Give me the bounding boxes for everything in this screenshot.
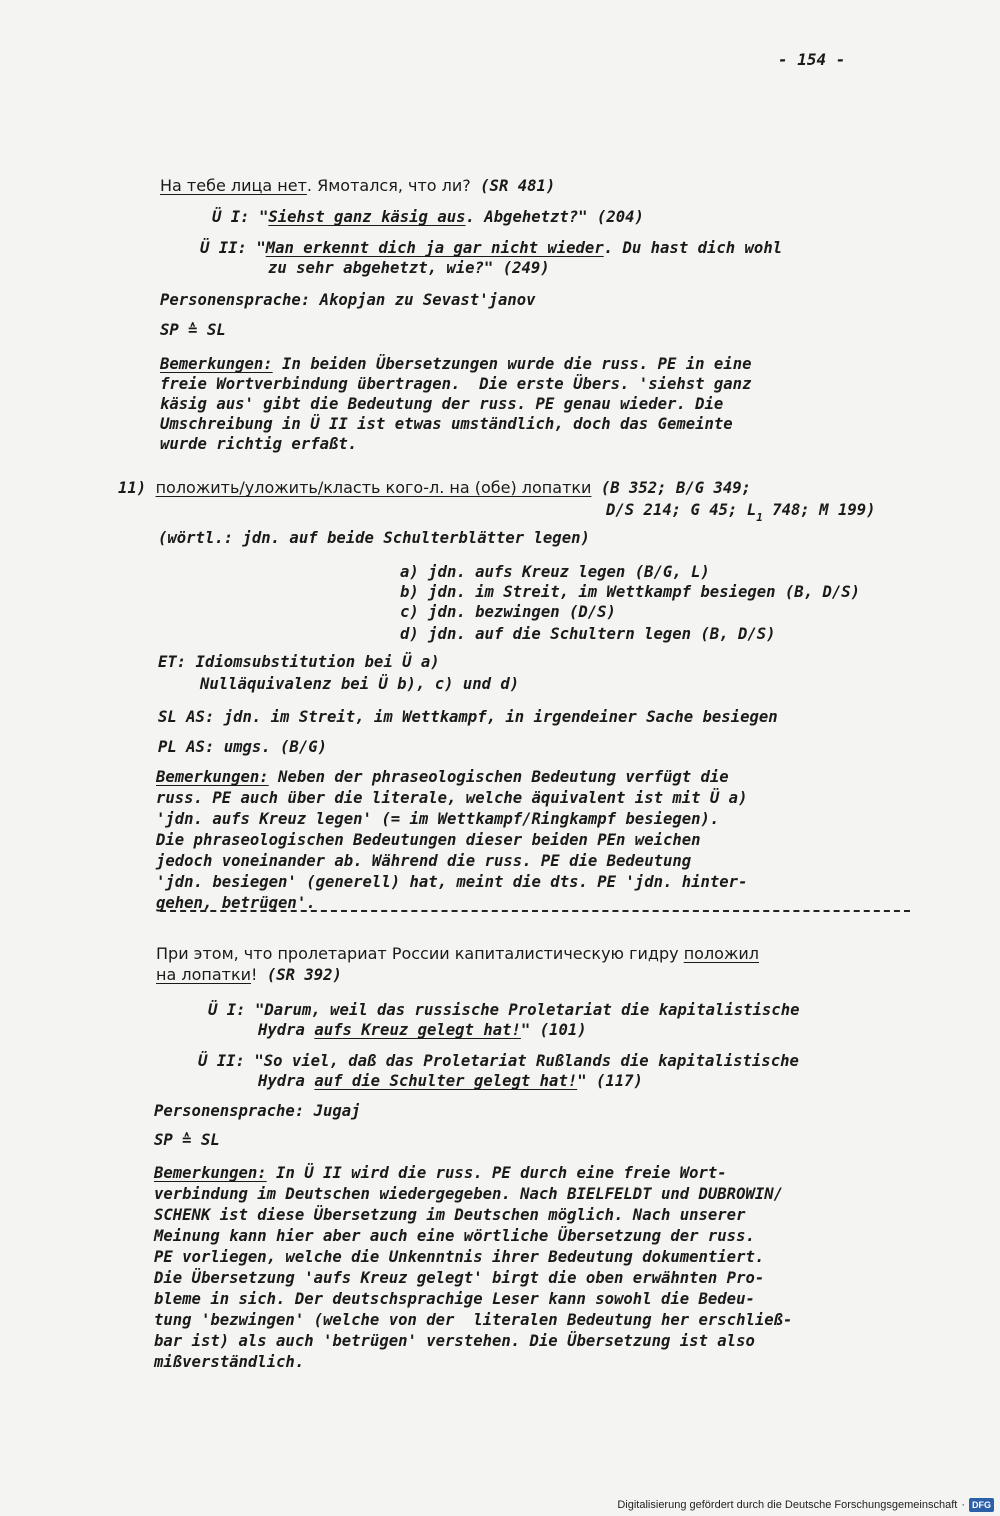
remarks-1-line: Umschreibung in Ü II ist etwas umständlich, doch das Gemeinte — [160, 415, 733, 433]
translation-label: Ü II: — [198, 1052, 255, 1070]
et-line1: ET: Idiomsubstitution bei Ü a) — [158, 653, 440, 671]
sp-sl-1: SP ≙ SL — [160, 321, 226, 339]
translation-1 — [212, 207, 644, 227]
translation-phrase: Man erkennt dich ja gar nicht wieder — [265, 239, 604, 257]
remarks-2-line1 — [156, 767, 729, 787]
russian-sentence: При этом, что пролетариат России капиталистическую гидру — [156, 944, 684, 963]
remarks-2-line: 'jdn. besiegen' (generell) hat, meint die dts. PE 'jdn. hinter- — [156, 873, 748, 891]
translation-phrase: aufs Kreuz gelegt hat! — [314, 1021, 521, 1039]
remarks-label: Bemerkungen: — [156, 768, 269, 786]
entry-refs: (B 352; B/G 349; — [591, 479, 752, 497]
translation-label: Ü I: — [208, 1001, 255, 1019]
sl-as: SL AS: jdn. im Streit, im Wettkampf, in irgendeiner Sache besiegen — [158, 708, 778, 726]
russian-phrase: на лопатки — [156, 965, 252, 984]
refs-subscript: 1 — [756, 511, 763, 524]
translation-phrase: Siehst ganz käsig aus — [268, 208, 466, 226]
remarks-label: Bemerkungen: — [160, 355, 273, 373]
translation-1b — [208, 1000, 799, 1020]
pl-as: PL AS: umgs. (B/G) — [158, 738, 327, 756]
translation-text: " (117) — [577, 1072, 643, 1090]
remarks-1-line: freie Wortverbindung übertragen. Die erste Übers. 'siehst ganz — [160, 375, 752, 393]
remarks-2-line: jedoch voneinander ab. Während die russ. PE die Bedeutung — [156, 852, 692, 870]
remarks-text: In Ü II wird die russ. PE durch eine freie Wort- — [266, 1164, 727, 1182]
source-ref: (SR 481) — [470, 177, 556, 195]
remarks-label: Bemerkungen: — [154, 1164, 267, 1182]
digitization-footer — [617, 1498, 994, 1512]
entry-11-heading — [118, 478, 751, 498]
entry-number: 11) — [118, 479, 156, 497]
translation-label: Ü II: — [200, 239, 257, 257]
quote-mark: " — [258, 208, 269, 226]
remarks-2-line: Die phraseologischen Bedeutungen dieser beiden PEn weichen — [156, 831, 701, 849]
russian-sentence-rest: . Ямотался, что ли? — [306, 176, 471, 195]
quote-mark: " — [256, 239, 266, 257]
russian-example-2-line2 — [156, 965, 342, 985]
translation-rest: . Du hast dich wohl — [603, 239, 783, 257]
translation-2 — [200, 238, 782, 258]
remarks-3-line: tung 'bezwingen' (welche von der literalen Bedeutung her erschließ- — [154, 1311, 793, 1329]
remarks-3-line: bar ist) als auch 'betrügen' verstehen. Die Übersetzung ist also — [154, 1332, 755, 1350]
translation-text: Hydra — [258, 1021, 315, 1039]
russian-example-1 — [160, 176, 555, 196]
translation-text: "So viel, daß das Proletariat Rußlands die kapitalistische — [254, 1052, 799, 1070]
remarks-3-line: mißverständlich. — [154, 1353, 305, 1371]
remarks-2-line: russ. PE auch über die literale, welche äquivalent ist mit Ü a) — [156, 789, 748, 807]
translation-2b — [198, 1051, 799, 1071]
remarks-3-line: bleme in sich. Der deutschsprachige Leser kann sowohl die Bedeu- — [154, 1290, 755, 1308]
source-ref: (SR 392) — [257, 966, 342, 984]
dfg-logo: DFG — [969, 1498, 994, 1512]
remarks-2-line: gehen, betrügen'. — [156, 894, 316, 912]
remarks-2-line: 'jdn. aufs Kreuz legen' (= im Wettkampf/Ringkampf besiegen). — [156, 810, 720, 828]
entry-11-refs-line2 — [606, 500, 876, 522]
remarks-1-line: wurde richtig erfaßt. — [160, 435, 358, 453]
remarks-3-line: Meinung kann hier aber auch eine wörtliche Übersetzung der russ. — [154, 1227, 755, 1245]
translation-1b-line2 — [258, 1020, 587, 1040]
remarks-1-line1 — [160, 354, 751, 374]
remarks-3-line1 — [154, 1163, 727, 1183]
translation-text: " (101) — [520, 1021, 587, 1039]
remarks-3-line: PE vorliegen, welche die Unkenntnis ihrer Bedeutung dokumentiert. — [154, 1248, 765, 1266]
footer-text: Digitalisierung gefördert durch die Deutsche Forschungsgemeinschaft — [617, 1499, 958, 1511]
translation-text: "Darum, weil das russische Proletariat die kapitalistische — [254, 1001, 800, 1019]
meaning-b: b) jdn. im Streit, im Wettkampf besiegen (B, D/S) — [400, 583, 861, 601]
translation-2-line2: zu sehr abgehetzt, wie?" (249) — [268, 259, 550, 277]
personensprache-2: Personensprache: Jugaj — [154, 1102, 361, 1120]
translation-label: Ü I: — [212, 208, 259, 226]
refs-text: D/S 214; G 45; L — [606, 501, 757, 519]
literal-translation: (wörtl.: jdn. auf beide Schulterblätter legen) — [158, 529, 590, 547]
translation-2b-line2 — [258, 1071, 643, 1091]
footer-separator: · — [961, 1499, 965, 1511]
entry-phrase: положить/уложить/класть кого-л. на (обе) лопатки — [155, 478, 592, 497]
remarks-3-line: verbindung im Deutschen wiedergegeben. Nach BIELFELDT und DUBROWIN/ — [154, 1185, 784, 1203]
translation-text: Hydra — [258, 1072, 315, 1090]
russian-phrase: положил — [683, 944, 759, 963]
remarks-text: Neben der phraseologischen Bedeutung verfügt die — [268, 768, 729, 786]
sp-sl-2: SP ≙ SL — [154, 1131, 220, 1149]
translation-phrase: auf die Schulter gelegt hat! — [314, 1072, 578, 1090]
et-line2: Nulläquivalenz bei Ü b), c) und d) — [200, 675, 520, 693]
remarks-3-line: SCHENK ist diese Übersetzung im Deutschen möglich. Nach unserer — [154, 1206, 746, 1224]
remarks-1-line: käsig aus' gibt die Bedeutung der russ. PE genau wieder. Die — [160, 395, 724, 413]
russian-punct: ! — [251, 965, 258, 984]
remarks-3-line: Die Übersetzung 'aufs Kreuz gelegt' birgt die oben erwähnten Pro- — [154, 1269, 765, 1287]
refs-text: 748; M 199) — [762, 501, 876, 519]
dashed-divider — [160, 910, 910, 912]
meaning-c: c) jdn. bezwingen (D/S) — [400, 603, 616, 621]
russian-example-2-line1 — [156, 944, 759, 964]
meaning-d: d) jdn. auf die Schultern legen (B, D/S) — [400, 625, 776, 643]
meaning-a: a) jdn. aufs Kreuz legen (B/G, L) — [400, 563, 710, 581]
page-number: - 154 - — [778, 50, 846, 69]
translation-rest: . Abgehetzt?" (204) — [465, 208, 644, 226]
remarks-text: In beiden Übersetzungen wurde die russ. PE in eine — [272, 355, 752, 373]
russian-phrase: На тебе лица нет — [160, 176, 307, 195]
personensprache-1: Personensprache: Akopjan zu Sevast'janov — [160, 291, 536, 309]
